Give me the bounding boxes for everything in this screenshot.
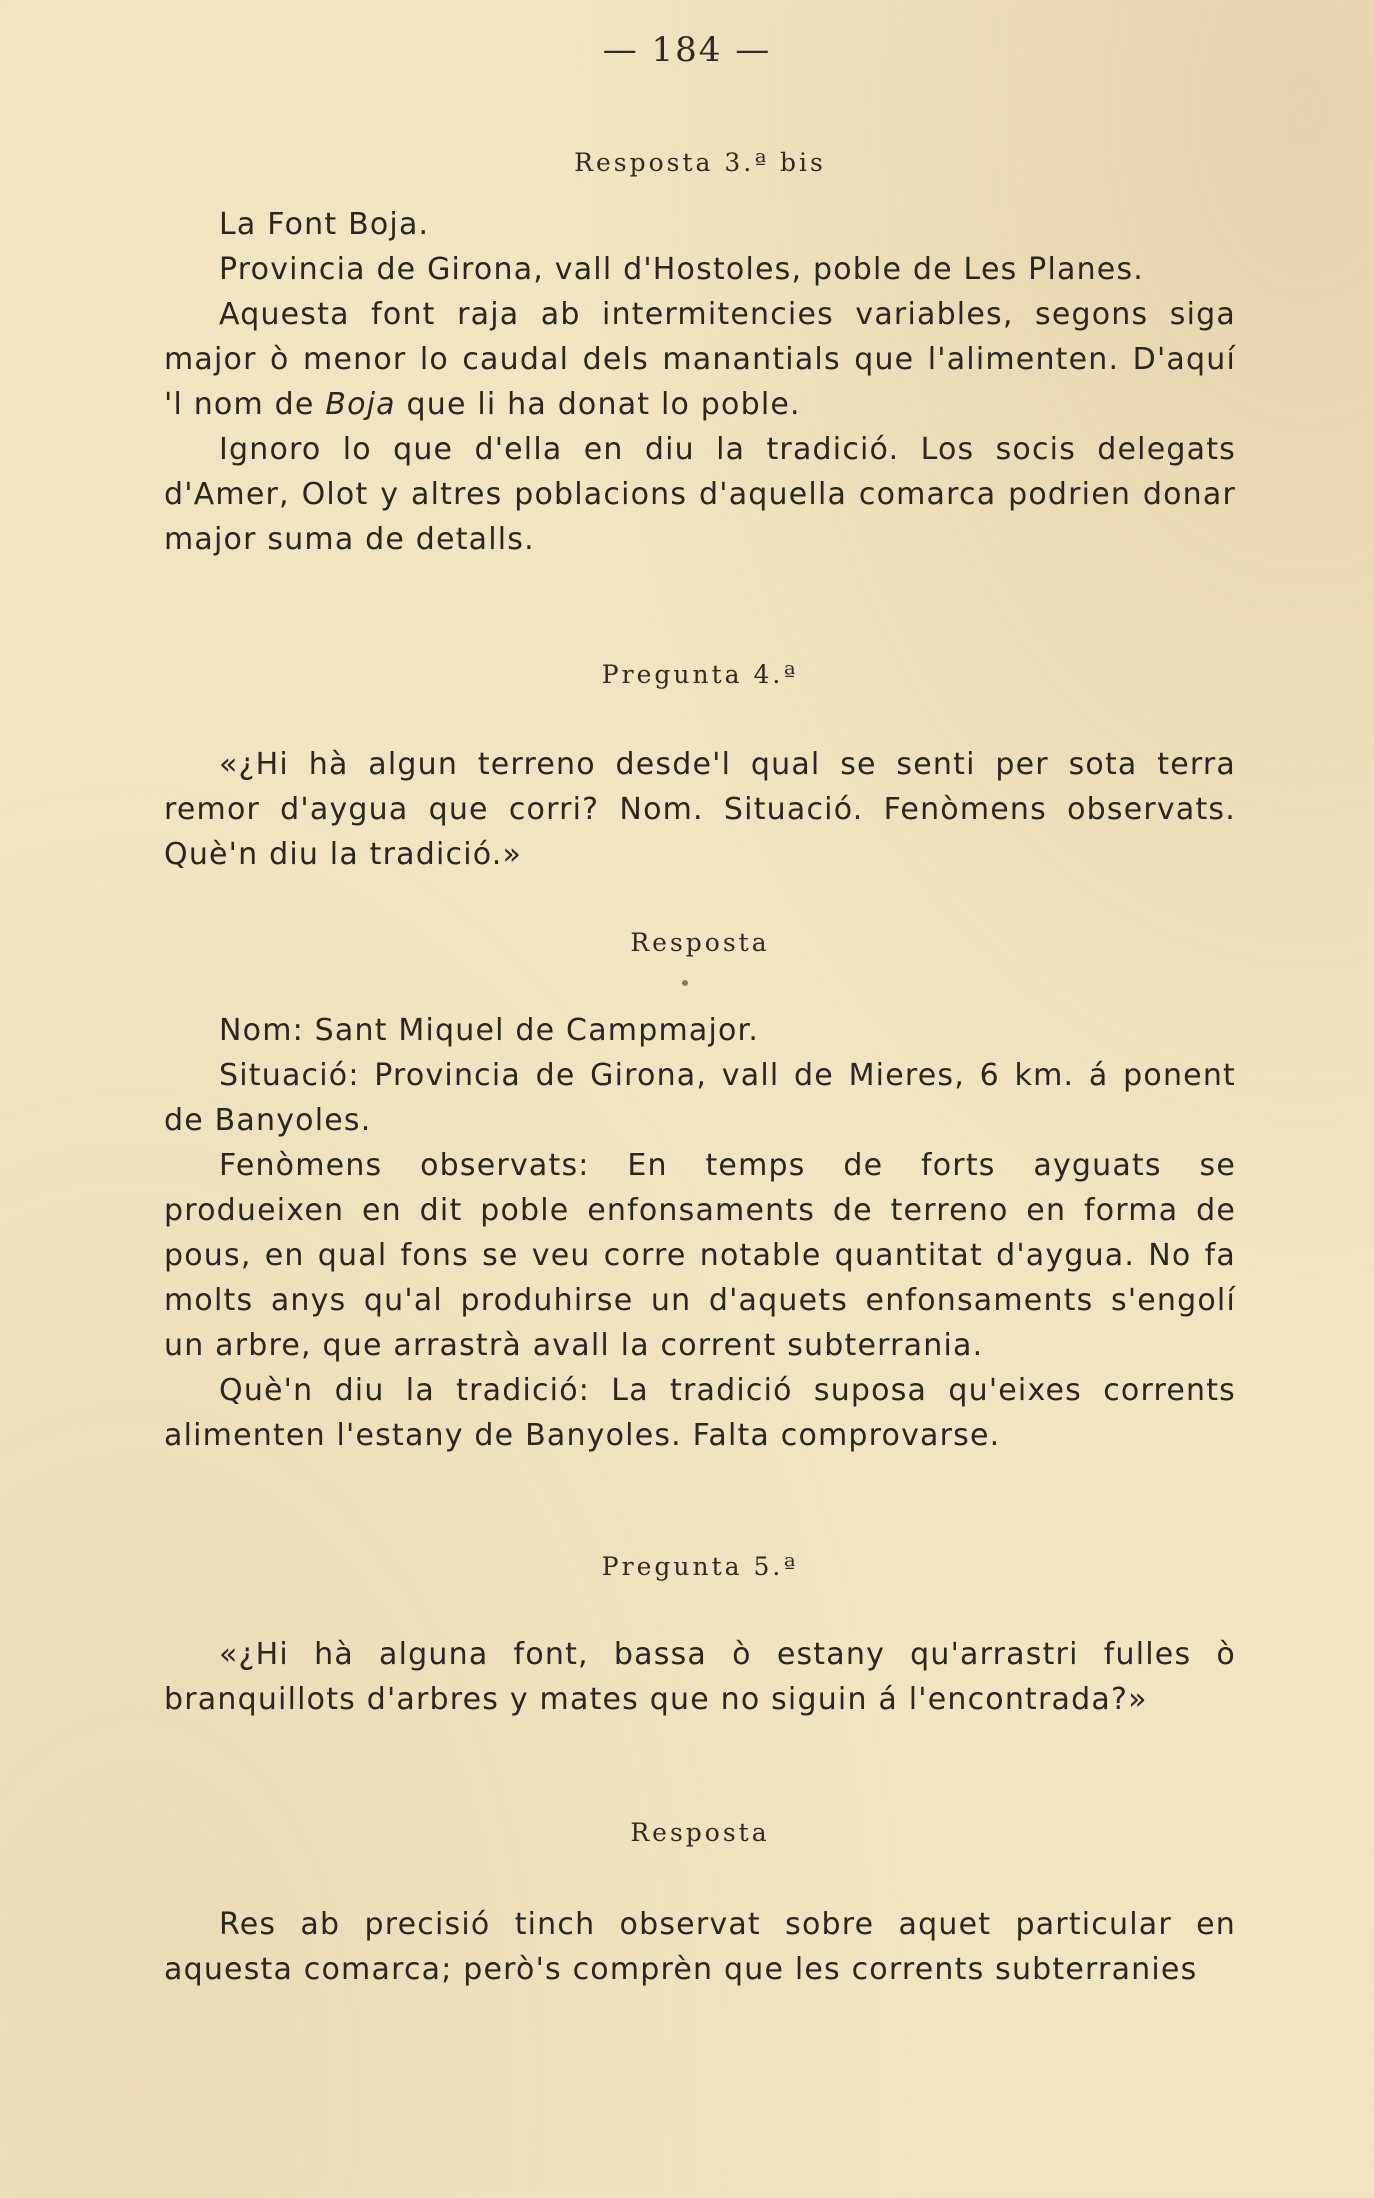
ink-speck [682, 980, 688, 986]
heading-resposta-5: Resposta [630, 1818, 770, 1847]
paragraph: Provincia de Girona, vall d'Hostoles, poble de Les Planes. [219, 252, 1145, 287]
pregunta-5-body [164, 1632, 1236, 1722]
paragraph: Res ab precisió tinch observat sobre aquet particular en aquesta comarca; però's comprèn que les corrents subterranies [164, 1907, 1236, 1987]
paragraph: Nom: Sant Miquel de Campmajor. [219, 1013, 760, 1048]
heading-resposta-3-bis: Resposta 3.ª bis [574, 148, 826, 177]
heading-resposta-4: Resposta [630, 928, 770, 957]
text-run: que li ha donat lo poble. [395, 387, 801, 422]
paragraph: Ignoro lo que d'ella en diu la tradició. Los socis delegats d'Amer, Olot y altres poblacions d'aquella comarca podrien donar major suma de detalls. [164, 432, 1236, 557]
paragraph: «¿Hi hà alguna font, bassa ò estany qu'arrastri fulles ò branquillots d'arbres y mates que no siguin á l'encontrada?» [164, 1637, 1236, 1717]
paragraph: Situació: Provincia de Girona, vall de Mieres, 6 km. á ponent de Banyoles. [164, 1058, 1236, 1138]
resposta-4-body [164, 1008, 1236, 1458]
resposta-5-body [164, 1902, 1236, 1992]
heading-pregunta-5: Pregunta 5.ª [601, 1552, 799, 1581]
resposta-3-bis-body [164, 202, 1236, 562]
paragraph: «¿Hi hà algun terreno desde'l qual se senti per sota terra remor d'aygua que corri? Nom. Situació. Fenòmens observats. Què'n diu la tradició.» [164, 747, 1236, 872]
text-run: Aquesta font raja ab intermitencies variables, segons siga major ò menor lo caudal dels manantials que l'alimenten. D'aquí 'l nom de [164, 297, 1236, 422]
italic-word: Boja [325, 387, 396, 422]
heading-pregunta-4: Pregunta 4.ª [601, 660, 799, 689]
paragraph: La Font Boja. [219, 207, 430, 242]
paragraph [164, 292, 1236, 427]
paragraph: Fenòmens observats: En temps de forts ayguats se produeixen en dit poble enfonsaments de terreno en forma de pous, en qual fons se veu corre notable quantitat d'aygua. No fa molts anys qu'al produhirse un d'aquets enfonsaments s'engolí un arbre, que arrastrà avall la corrent subterrania. [164, 1148, 1236, 1363]
pregunta-4-body [164, 742, 1236, 877]
page-number: — 184 — [602, 30, 772, 70]
paragraph: Què'n diu la tradició: La tradició suposa qu'eixes corrents alimenten l'estany de Banyoles. Falta comprovarse. [164, 1373, 1236, 1453]
